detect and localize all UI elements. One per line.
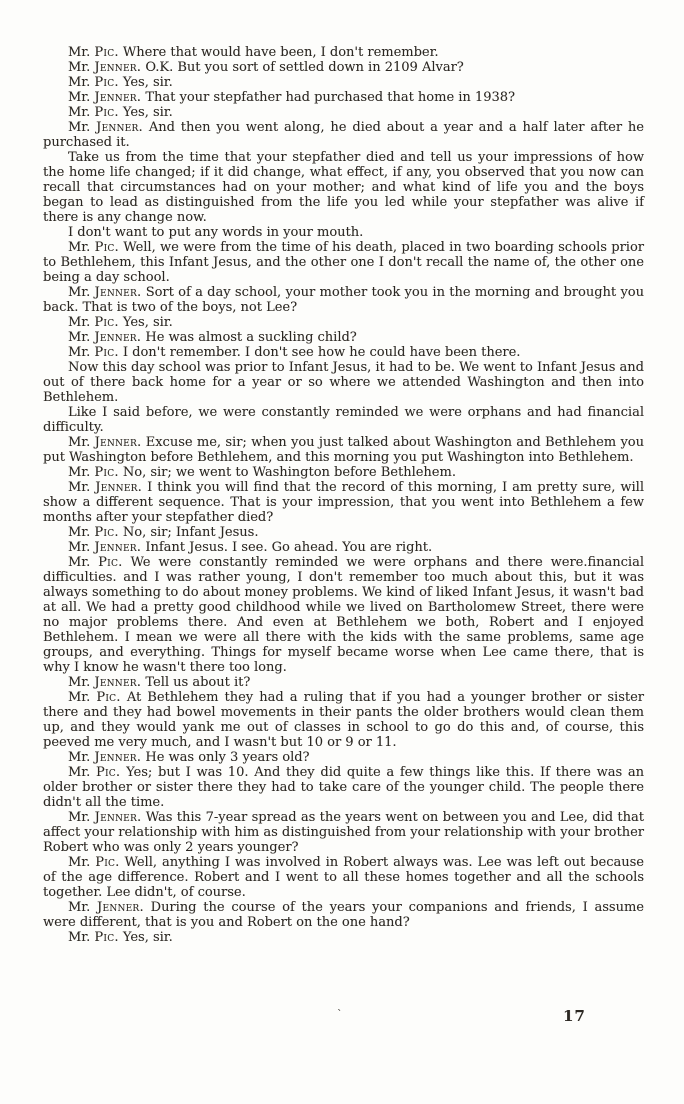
paragraph-text: Now this day school was prior to Infant Jesus, it had to be. We went to Infant Jesus and out of there back home for a year or so where we attended Washington and then into Bethlehem.	[43, 360, 644, 405]
speaker-name: Pic.	[94, 525, 119, 540]
speaker-prefix: Mr.	[68, 555, 91, 570]
speaker-name: Jenner.	[94, 60, 142, 75]
speaker-prefix: Mr.	[68, 525, 91, 540]
speaker-name: Pic.	[94, 930, 119, 945]
speaker-prefix: Mr.	[68, 435, 91, 450]
paragraph-text: We were constantly reminded we were orphans and there were.financial difficulties. and I was rather young, I don't remember too much about this, but it was always something to do about money problems. We kind of liked Infant Jesus, it wasn't bad at all. We had a pretty good childhood while we lived on Bartholomew Street, there were no major problems there. And even at Bethlehem we both, Robert and I enjoyed Bethlehem. I mean we were all there with the kids with the same problems, same age groups, and everything. Things for myself became worse when Lee came there, that is why I know he wasn't there too long.	[43, 555, 644, 675]
paragraph-text: Take us from the time that your stepfather died and tell us your impressions of how the home life changed; if it did change, what effect, if any, you observed that you now can recall that circumstances had on your mother; and what kind of life you and the boys began to lead as distinguished from the life you led while your stepfather was alive if there is any change now.	[43, 150, 644, 225]
paragraph-text: Sort of a day school, your mother took you in the morning and brought you back. That is two of the boys, not Lee?	[43, 285, 644, 315]
transcript-paragraph	[43, 120, 644, 150]
transcript-paragraph	[43, 540, 644, 555]
transcript-paragraph	[43, 75, 644, 90]
transcript-paragraph	[43, 405, 644, 435]
transcript-paragraph	[43, 360, 644, 405]
transcript-paragraph	[43, 345, 644, 360]
paragraph-text: That your stepfather had purchased that home in 1938?	[145, 90, 515, 105]
transcript-paragraph	[43, 150, 644, 225]
transcript-paragraph	[43, 315, 644, 330]
speaker-name: Jenner.	[95, 480, 143, 495]
paragraph-text: Was this 7-year spread as the years went on between you and Lee, did that affect your relationship with him as distinguished from your relationship with your brother Robert who was only 2 years younger?	[43, 810, 645, 855]
speaker-prefix: Mr.	[68, 540, 91, 555]
transcript-paragraph	[43, 225, 644, 240]
speaker-name: Jenner.	[94, 285, 142, 300]
paragraph-text: I don't want to put any words in your mouth.	[68, 225, 364, 240]
paragraph-text: Yes; but I was 10. And they did quite a few things like this. If there was an older brother or sister there they had to take care of the younger child. The people there didn't all the time.	[43, 765, 644, 810]
speaker-prefix: Mr.	[68, 45, 91, 60]
paragraph-text: Yes, sir.	[122, 75, 173, 90]
speaker-prefix: Mr.	[68, 75, 91, 90]
speaker-name: Pic.	[94, 105, 119, 120]
speaker-prefix: Mr.	[68, 285, 91, 300]
speaker-prefix: Mr.	[68, 120, 91, 135]
speaker-name: Pic.	[95, 765, 121, 780]
speaker-prefix: Mr.	[68, 690, 91, 705]
speaker-prefix: Mr.	[68, 315, 91, 330]
transcript-paragraph	[43, 60, 644, 75]
transcript-paragraph	[43, 555, 644, 675]
speaker-prefix: Mr.	[68, 465, 91, 480]
speaker-prefix: Mr.	[68, 750, 91, 765]
speaker-prefix: Mr.	[68, 765, 91, 780]
transcript-body	[43, 45, 644, 945]
speaker-name: Jenner.	[94, 810, 142, 825]
transcript-paragraph	[43, 525, 644, 540]
paragraph-text: During the course of the years your companions and friends, I assume were different, that is you and Robert on the one hand?	[43, 900, 644, 930]
speaker-prefix: Mr.	[68, 330, 91, 345]
speaker-name: Pic.	[94, 75, 119, 90]
paragraph-text: Well, anything I was involved in Robert always was. Lee was left out because of the age difference. Robert and I went to all these homes together and all the schools together. Lee didn't, of course.	[43, 855, 644, 900]
speaker-name: Pic.	[94, 465, 119, 480]
transcript-paragraph	[43, 45, 644, 60]
paragraph-text: Tell us about it?	[145, 675, 251, 690]
speaker-prefix: Mr.	[68, 90, 91, 105]
speaker-name: Jenner.	[94, 435, 142, 450]
speaker-prefix: Mr.	[68, 810, 91, 825]
paragraph-text: Yes, sir.	[122, 315, 173, 330]
transcript-paragraph	[43, 240, 644, 285]
speaker-prefix: Mr.	[68, 675, 91, 690]
paragraph-text: I think you will find that the record of this morning, I am pretty sure, will show a different sequence. That is your impression, that you went into Bethlehem a few months after your stepfather died?	[43, 480, 644, 525]
paragraph-text: No, sir; we went to Washington before Bethlehem.	[122, 465, 456, 480]
transcript-paragraph	[43, 480, 644, 525]
paragraph-text: Well, we were from the time of his death, placed in two boarding schools prior to Bethlehem, this Infant Jesus, and the other one I don't recall the name of, the other one being a day school.	[43, 240, 644, 285]
speaker-name: Pic.	[94, 240, 119, 255]
transcript-paragraph	[43, 465, 644, 480]
paragraph-text: At Bethlehem they had a ruling that if you had a younger brother or sister there and they had bowel movements in their pants the older brothers would clean them up, and they would yank me out of classes in school to go do this and, of course, this peeved me very much, and I wasn't but 10 or 9 or 11.	[43, 690, 645, 750]
speaker-name: Pic.	[94, 315, 119, 330]
transcript-paragraph	[43, 330, 644, 345]
speaker-prefix: Mr.	[68, 930, 91, 945]
page-number: 17	[563, 1007, 586, 1025]
transcript-paragraph	[43, 90, 644, 105]
speaker-name: Jenner.	[94, 90, 142, 105]
paragraph-text: He was almost a suckling child?	[145, 330, 357, 345]
speaker-prefix: Mr.	[68, 240, 91, 255]
transcript-paragraph	[43, 900, 644, 930]
speaker-prefix: Mr.	[68, 480, 91, 495]
transcript-paragraph	[43, 690, 644, 750]
paragraph-text: O.K. But you sort of settled down in 2109 Alvar?	[145, 60, 464, 75]
speaker-name: Jenner.	[97, 900, 144, 915]
transcript-paragraph	[43, 855, 644, 900]
speaker-prefix: Mr.	[68, 855, 91, 870]
speaker-prefix: Mr.	[68, 900, 91, 915]
paragraph-text: Where that would have been, I don't remember.	[122, 45, 439, 60]
speaker-prefix: Mr.	[68, 60, 91, 75]
speaker-name: Jenner.	[96, 120, 143, 135]
paragraph-text: Excuse me, sir; when you just talked about Washington and Bethlehem you put Washington before Bethlehem, and this morning you put Washington into Bethlehem.	[43, 435, 644, 465]
speaker-name: Pic.	[95, 855, 120, 870]
paragraph-text: He was only 3 years old?	[145, 750, 310, 765]
transcript-paragraph	[43, 435, 644, 465]
transcript-paragraph	[43, 675, 644, 690]
paragraph-text: I don't remember. I don't see how he could have been there.	[122, 345, 521, 360]
paragraph-text: Like I said before, we were constantly reminded we were orphans and had financial difficulty.	[43, 405, 644, 435]
paragraph-text: Infant Jesus. I see. Go ahead. You are right.	[145, 540, 433, 555]
speaker-name: Jenner.	[94, 540, 142, 555]
paragraph-text: And then you went along, he died about a year and a half later after he purchased it.	[43, 120, 644, 150]
speaker-name: Pic.	[96, 690, 121, 705]
speaker-name: Pic.	[94, 45, 119, 60]
speaker-name: Jenner.	[94, 750, 142, 765]
transcript-paragraph	[43, 105, 644, 120]
speaker-name: Jenner.	[94, 330, 142, 345]
paragraph-text: Yes, sir.	[122, 930, 173, 945]
transcript-paragraph	[43, 285, 644, 315]
transcript-paragraph	[43, 930, 644, 945]
stray-ink-mark: `	[337, 1008, 343, 1021]
speaker-prefix: Mr.	[68, 105, 91, 120]
transcript-paragraph	[43, 750, 644, 765]
speaker-name: Jenner.	[94, 675, 142, 690]
transcript-paragraph	[43, 765, 644, 810]
paragraph-text: Yes, sir.	[122, 105, 173, 120]
transcript-paragraph	[43, 810, 644, 855]
speaker-name: Pic.	[98, 555, 123, 570]
paragraph-text: No, sir; Infant Jesus.	[122, 525, 259, 540]
speaker-prefix: Mr.	[68, 345, 91, 360]
speaker-name: Pic.	[94, 345, 119, 360]
